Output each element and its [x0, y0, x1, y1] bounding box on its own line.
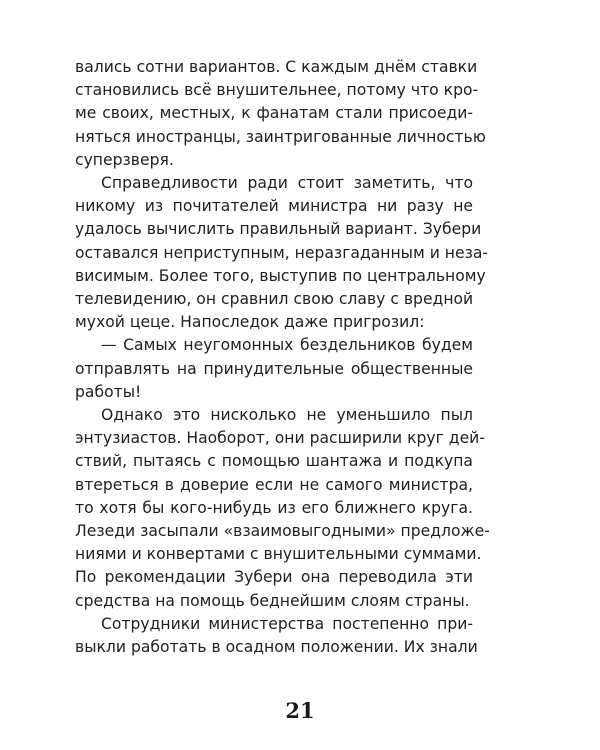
- text-line: вались сотни вариантов. С каждым днём ставки: [75, 58, 478, 76]
- page-number: 21: [285, 698, 315, 723]
- paragraph: [75, 172, 489, 334]
- paragraph: [75, 613, 478, 659]
- text-line: отправлять на принудительные общественные: [75, 359, 473, 378]
- text-line: то хотя бы кого-нибудь из его ближнего круга.: [75, 498, 473, 517]
- text-line: никому из почитателей министра ни разу не: [75, 197, 473, 216]
- text-line: ниями и конвертами с внушительными суммами.: [75, 545, 482, 564]
- text-line: Сотрудники министерства постепенно при-: [101, 614, 473, 633]
- text-line: выкли работать в осадном положении. Их знали: [75, 638, 478, 657]
- text-line: — Самых неугомонных бездельников будем: [101, 336, 473, 355]
- paragraph: [75, 334, 473, 404]
- text-line: работы!: [75, 382, 142, 401]
- text-line: суперзверя.: [75, 150, 174, 169]
- text-line: оставался неприступным, неразгаданным и неза-: [75, 243, 489, 262]
- text-line: Лезеди засыпали «взаимовыгодными» предложе-: [75, 522, 490, 541]
- text-line: телевидению, он сравнил свою славу с вредной: [75, 290, 474, 309]
- text-line: втереться в доверие если не самого министра,: [75, 475, 473, 494]
- text-line: становились всё внушительнее, потому что кро-: [75, 81, 479, 100]
- text-line: удалось вычислить правильный вариант. Зубери: [75, 220, 482, 239]
- text-line: ствий, пытаясь с помощью шантажа и подкупа: [75, 452, 473, 471]
- text-line: мухой цеце. Напоследок даже пригрозил:: [75, 313, 425, 332]
- text-line: висимым. Более того, выступив по центральному: [75, 266, 486, 285]
- text-line: По рекомендации Зубери она переводила эти: [75, 568, 473, 587]
- body-text: [75, 56, 490, 659]
- text-line: средства на помощь беднейшим слоям страны.: [75, 591, 470, 610]
- paragraph: [75, 404, 490, 613]
- text-line: Однако это нисколько не уменьшило пыл: [101, 406, 473, 425]
- text-line: Справедливости ради стоит заметить, что: [101, 174, 473, 193]
- text-line: няться иностранцы, заинтригованные личностью: [75, 127, 486, 146]
- text-line: энтузиастов. Наоборот, они расширили круг дей-: [75, 429, 485, 448]
- paragraph: [75, 56, 486, 172]
- text-line: ме своих, местных, к фанатам стали присоеди-: [75, 104, 473, 123]
